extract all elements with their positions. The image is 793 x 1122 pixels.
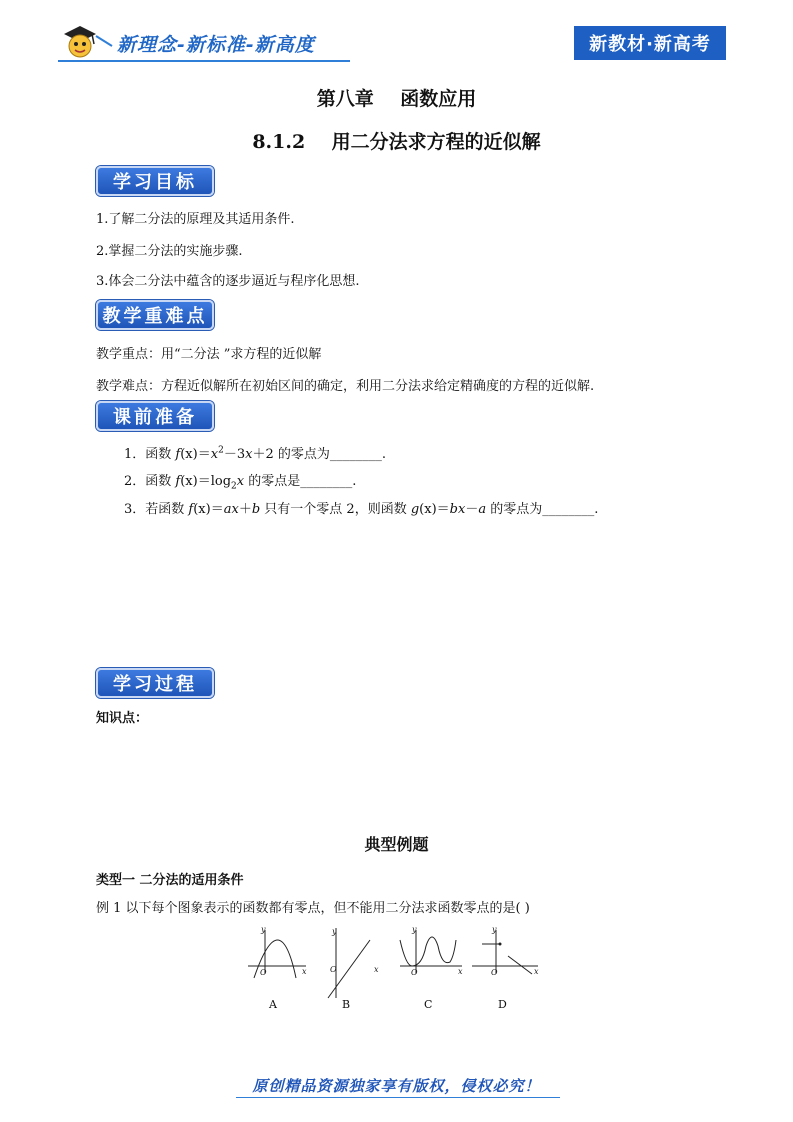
prep-question-2: 2．函数 $f(x)=\log_2x$ 的零点是________.	[124, 474, 357, 492]
fig-b-x-label: x	[374, 965, 379, 974]
goal-item-2: 2.掌握二分法的实施步骤.	[96, 244, 243, 259]
prep-question-1: 1．函数 $f(x)=x^2-3x+2$ 的零点为________.	[124, 445, 386, 462]
fig-d-y-label: y	[492, 925, 497, 934]
fig-a-origin: O	[260, 968, 267, 977]
header-slogan: 新理念-新标准-新高度	[117, 34, 315, 56]
key-point-difficulty: 教学难点：方程近似解所在初始区间的确定，利用二分法求给定精确度的方程的近似解.	[96, 379, 595, 394]
header-badge: 新教材·新高考	[574, 26, 726, 60]
key-points-tag: 教学重难点	[96, 300, 214, 330]
fig-label-b: B	[342, 998, 351, 1011]
fig-a-y-label: y	[261, 925, 266, 934]
fig-a-x-label: x	[302, 967, 307, 976]
chapter-title: 第八章 函数应用	[316, 88, 477, 110]
prep-question-3: 3．若函数 f(x)＝ax＋b 只有一个零点 2，则函数 g(x)＝bx－a 的零点为________.	[124, 502, 599, 517]
examples-heading: 典型例题	[364, 835, 429, 854]
header-divider	[58, 60, 350, 62]
fig-c-x-label: x	[458, 967, 463, 976]
copyright-footer: 原创精品资源独家享有版权，侵权必究！	[252, 1077, 541, 1095]
mascot-icon	[60, 22, 120, 62]
example-1-figure	[240, 922, 560, 1014]
fig-d-x-label: x	[534, 967, 539, 976]
footer-divider	[236, 1097, 560, 1098]
goal-item-3: 3.体会二分法中蕴含的逐步逼近与程序化思想.	[96, 274, 360, 289]
process-tag: 学习过程	[96, 668, 214, 698]
fig-label-d: D	[498, 998, 507, 1011]
goal-item-1: 1.了解二分法的原理及其适用条件.	[96, 212, 295, 227]
prep-tag: 课前准备	[96, 401, 214, 431]
fig-c-y-label: y	[412, 925, 417, 934]
key-point-focus: 教学重点：用“二分法 ”求方程的近似解	[96, 347, 322, 362]
knowledge-label: 知识点：	[96, 711, 149, 726]
fig-b-origin: O	[330, 965, 337, 974]
fig-b-y-label: y	[332, 927, 337, 936]
fig-label-a: A	[269, 998, 277, 1011]
fig-label-c: C	[424, 998, 433, 1011]
example-1-question: 例 1 以下每个图象表示的函数都有零点，但不能用二分法求函数零点的是( )	[96, 901, 530, 916]
fig-d-origin: O	[491, 968, 498, 977]
type-1-heading: 类型一 二分法的适用条件	[96, 873, 244, 888]
fig-c-origin: O	[411, 968, 418, 977]
goals-tag: 学习目标	[96, 166, 214, 196]
section-title: 8.1.2 用二分法求方程的近似解	[252, 131, 541, 153]
